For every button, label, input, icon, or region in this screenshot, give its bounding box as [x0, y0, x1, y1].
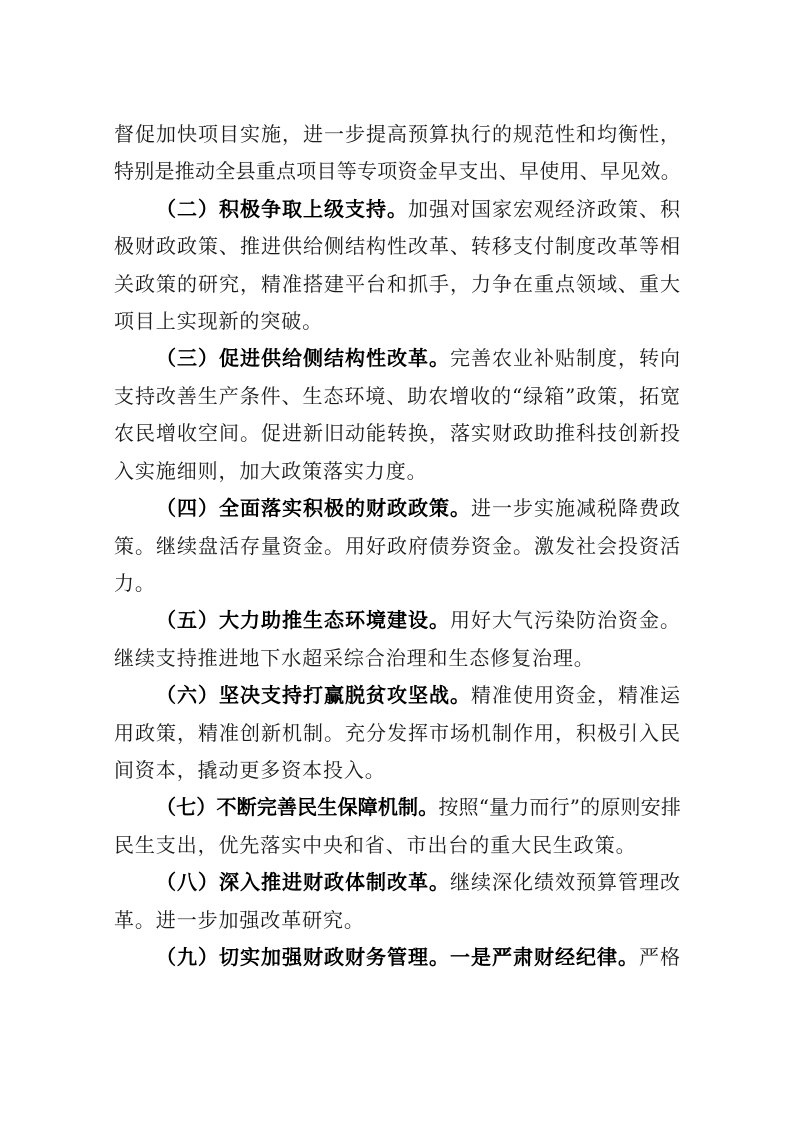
section-heading: （七）不断完善民生保障机制。	[156, 795, 439, 819]
text-line	[114, 905, 681, 935]
section-heading-line	[156, 867, 681, 897]
section-heading-line	[156, 493, 681, 523]
text-line	[114, 418, 681, 448]
body-text: 用好大气污染防治资金。	[450, 608, 681, 632]
body-text: 督促加快项目实施，进一步提高预算执行的规范性和均衡性，	[114, 122, 681, 146]
body-text: 入实施细则，加大政策落实力度。	[114, 459, 428, 483]
text-line	[114, 269, 681, 299]
text-line	[114, 381, 681, 411]
text-line	[114, 456, 681, 486]
section-heading-line	[156, 680, 681, 710]
section-heading-line	[156, 605, 681, 635]
section-heading: （四）全面落实积极的财政政策。	[156, 496, 471, 520]
section-heading: （五）大力助推生态环境建设。	[156, 608, 450, 632]
text-line	[114, 531, 681, 561]
text-line	[114, 643, 681, 673]
section-heading-line	[156, 942, 681, 972]
body-text: 精准使用资金，精准运	[471, 683, 681, 707]
text-line	[114, 568, 681, 598]
body-text: 革。进一步加强改革研究。	[114, 908, 365, 932]
body-text: 按照“量力而行”的原则安排	[438, 795, 681, 819]
body-text: 完善农业补贴制度，转向	[450, 346, 681, 370]
body-text: 民生支出，优先落实中央和省、市出台的重大民生政策。	[114, 833, 637, 857]
section-heading: （九）切实加强财政财务管理。一是严肃财经纪律。	[156, 945, 639, 969]
body-text: 用政策，精准创新机制。充分发挥市场机制作用，积极引入民	[114, 721, 681, 745]
section-heading: （八）深入推进财政体制改革。	[156, 870, 450, 894]
body-text: 特别是推动全县重点项目等专项资金早支出、早使用、早见效。	[114, 159, 681, 183]
section-heading: （三）促进供给侧结构性改革。	[156, 346, 450, 370]
body-text: 支持改善生产条件、生态环境、助农增收的“绿箱”政策，拓宽	[114, 384, 681, 408]
text-line	[114, 755, 681, 785]
section-heading: （二）积极争取上级支持。	[156, 197, 408, 221]
section-heading-line	[156, 194, 681, 224]
text-line	[114, 306, 681, 336]
text-line	[114, 718, 681, 748]
section-heading-line	[156, 343, 681, 373]
text-line	[114, 830, 681, 860]
section-heading-line	[156, 792, 681, 822]
body-text: 项目上实现新的突破。	[114, 309, 323, 333]
body-text: 策。继续盘活存量资金。用好政府债券资金。激发社会投资活	[114, 534, 681, 558]
body-text: 农民增收空间。促进新旧动能转换，落实财政助推科技创新投	[114, 421, 681, 445]
text-line	[114, 231, 681, 261]
body-text: 严格	[639, 945, 681, 969]
body-text: 关政策的研究，精准搭建平台和抓手，力争在重点领域、重大	[114, 272, 681, 296]
body-text: 极财政政策、推进供给侧结构性改革、转移支付制度改革等相	[114, 234, 681, 258]
body-text: 继续支持推进地下水超采综合治理和生态修复治理。	[114, 646, 595, 670]
body-text: 力。	[114, 571, 156, 595]
text-line	[114, 119, 681, 149]
body-text: 间资本，撬动更多资本投入。	[114, 758, 386, 782]
text-line	[114, 156, 681, 186]
body-text: 加强对国家宏观经济政策、积	[408, 197, 681, 221]
body-text: 进一步实施减税降费政	[471, 496, 681, 520]
section-heading: （六）坚决支持打赢脱贫攻坚战。	[156, 683, 471, 707]
body-text: 继续深化绩效预算管理改	[450, 870, 681, 894]
